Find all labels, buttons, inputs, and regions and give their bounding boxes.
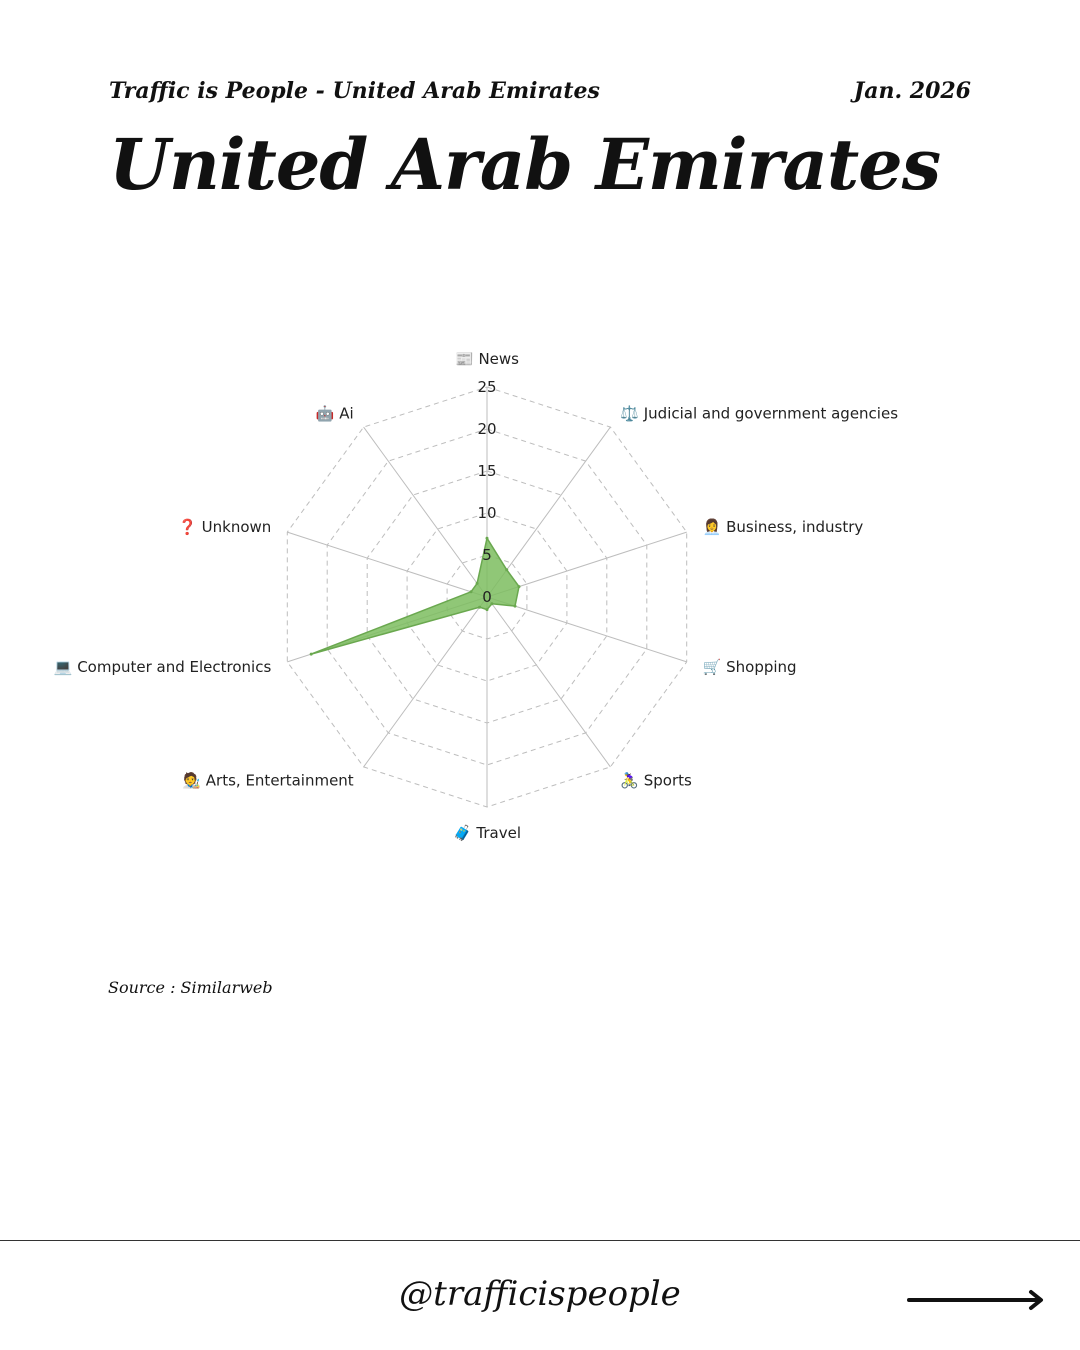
data-point (505, 568, 508, 571)
tick-label: 20 (477, 420, 497, 438)
data-point (518, 585, 521, 588)
data-point (514, 605, 517, 608)
axis-label: 🧑‍🎨 Arts, Entertainment (182, 771, 354, 790)
data-point (486, 608, 489, 611)
tick-label: 5 (482, 546, 492, 564)
data-point (478, 606, 481, 609)
grid-spoke (487, 597, 610, 767)
axis-label: ❓ Unknown (178, 517, 272, 536)
axis-label: 💻 Computer and Electronics (53, 658, 272, 677)
report-date: Jan. 2026 (853, 78, 971, 104)
account-handle: @trafficispeople (399, 1274, 681, 1314)
tick-label: 15 (477, 462, 497, 480)
tick-label: 25 (477, 378, 497, 396)
axis-label: 🧳 Travel (452, 823, 522, 842)
radar-chart (0, 330, 1080, 860)
tick-label: 0 (482, 588, 492, 606)
axis-label: ⚖️ Judicial and government agencies (620, 404, 899, 423)
axis-label: 📰 News (455, 350, 519, 369)
grid-spoke (287, 532, 487, 597)
axis-label: 👩‍💼 Business, industry (702, 517, 864, 536)
tick-label: 10 (477, 504, 497, 522)
page-title: United Arab Emirates (109, 123, 941, 206)
data-point (486, 537, 489, 540)
axis-label: 🛒 Shopping (702, 658, 797, 677)
chart-subtitle: Traffic is People - United Arab Emirates (109, 78, 600, 104)
axis-label: 🤖 Ai (315, 404, 354, 423)
footer-divider (0, 1240, 1080, 1241)
grid-spoke (364, 427, 487, 597)
data-point (476, 582, 479, 585)
arrow-right-icon[interactable] (905, 1288, 1050, 1312)
grid-spoke (487, 597, 687, 662)
source-note: Source : Similarweb (108, 978, 273, 997)
data-point (310, 653, 313, 656)
data-point (470, 590, 473, 593)
axis-label: 🚴‍♀️ Sports (620, 771, 692, 790)
